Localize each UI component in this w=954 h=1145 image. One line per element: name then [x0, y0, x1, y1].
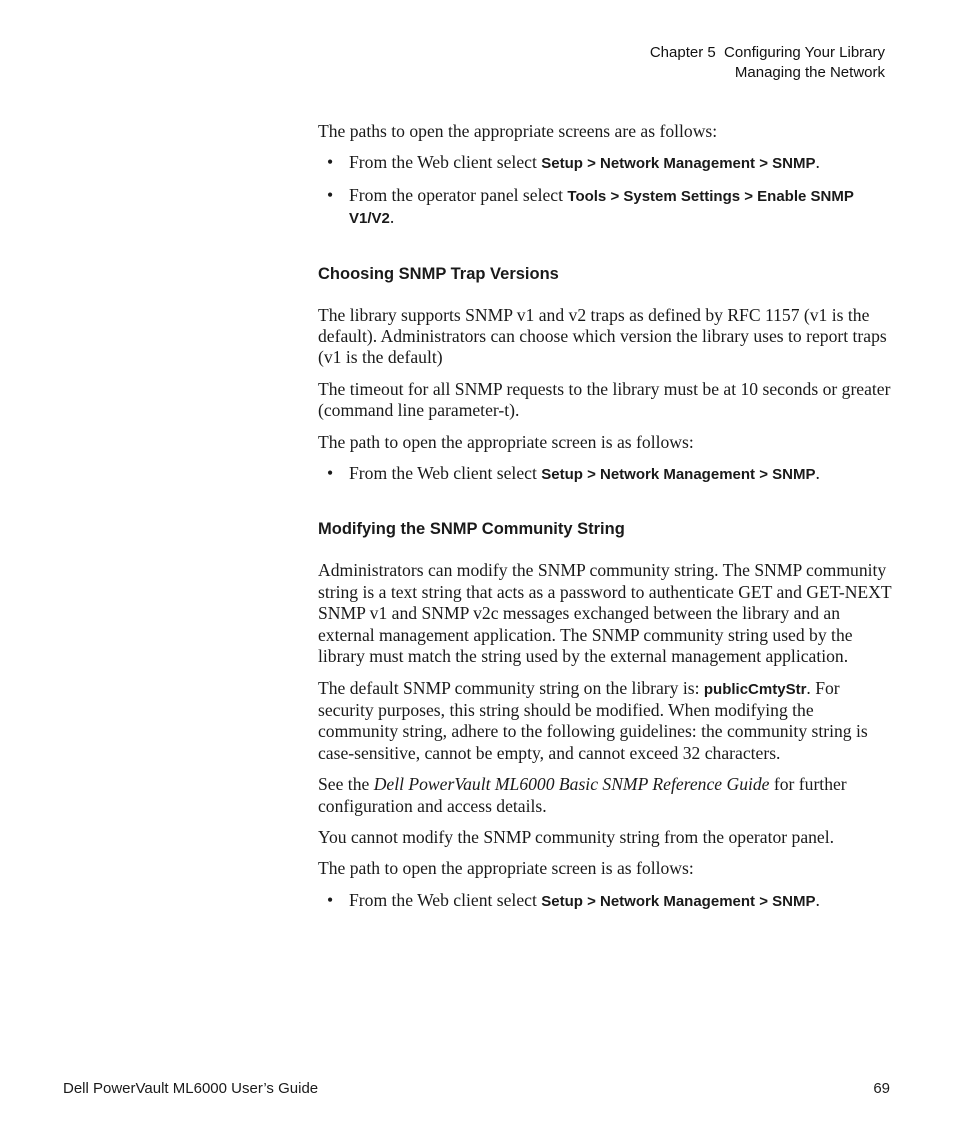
- list-item: • From the Web client select Setup > Network Management > SNMP.: [327, 889, 820, 910]
- running-header: [650, 43, 885, 83]
- paths-list: [318, 890, 893, 912]
- list-item: • From the operator panel select Tools > System Settings > Enable SNMP V1/V2.: [327, 184, 854, 228]
- bullet-icon: •: [327, 889, 334, 910]
- paths-intro: The paths to open the appropriate screens are as follows:: [318, 121, 718, 141]
- footer-title: Dell PowerVault ML6000 User’s Guide: [63, 1080, 319, 1097]
- menu-path: Setup > Network Management > SNMP: [541, 155, 816, 173]
- list-item: • From the Web client select Setup > Network Management > SNMP.: [327, 152, 820, 173]
- paragraph: The path to open the appropriate screen is as follows:: [318, 431, 694, 452]
- paragraph: The library supports SNMP v1 and v2 traps as defined by RFC 1157 (v1 is the default). Administrators can choose which version the library uses to report traps (v1 is the default): [318, 304, 887, 368]
- section-heading-trap: Choosing SNMP Trap Versions: [318, 264, 559, 283]
- paths-list: [318, 152, 893, 229]
- paragraph: The default SNMP community string on the library is: publicCmtyStr. For security purposes, this string should be modified. When modifying the community string, adhere to the following guidelines: the community string is case-sensitive, cannot be empty, and cannot exceed 32 characters.: [318, 677, 868, 763]
- menu-path: Tools > System Settings > Enable SNMP V1/V2: [349, 187, 854, 228]
- bullet-icon: •: [327, 463, 334, 484]
- section-heading-community: Modifying the SNMP Community String: [318, 520, 625, 539]
- list-item: • From the Web client select Setup > Network Management > SNMP.: [327, 463, 820, 484]
- paths-list: [318, 463, 893, 485]
- page-content: [318, 121, 893, 923]
- paragraph: Administrators can modify the SNMP community string. The SNMP community string is a text string that acts as a password to authenticate GET and GET-NEXT SNMP v1 and SNMP v2c messages exchanged between the library and an external management application. The SNMP community string used by the library must match the string used by the external management application.: [318, 560, 892, 667]
- chapter-title: Chapter 5 Configuring Your Library: [649, 44, 885, 61]
- paragraph: The path to open the appropriate screen is as follows:: [318, 858, 694, 879]
- guide-title: Dell PowerVault ML6000 Basic SNMP Reference Guide: [373, 774, 770, 795]
- bullet-icon: •: [327, 152, 334, 173]
- paragraph: The timeout for all SNMP requests to the library must be at 10 seconds or greater (command line parameter-t).: [318, 378, 891, 421]
- menu-path: Setup > Network Management > SNMP: [541, 892, 816, 910]
- default-string: publicCmtyStr: [703, 680, 807, 698]
- paragraph: See the Dell PowerVault ML6000 Basic SNMP Reference Guide for further configuration and access details.: [318, 774, 847, 816]
- section-title: Managing the Network: [734, 64, 885, 81]
- page-number: 69: [873, 1080, 890, 1097]
- menu-path: Setup > Network Management > SNMP: [541, 466, 816, 484]
- paragraph: You cannot modify the SNMP community string from the operator panel.: [318, 826, 835, 847]
- bullet-icon: •: [327, 184, 334, 205]
